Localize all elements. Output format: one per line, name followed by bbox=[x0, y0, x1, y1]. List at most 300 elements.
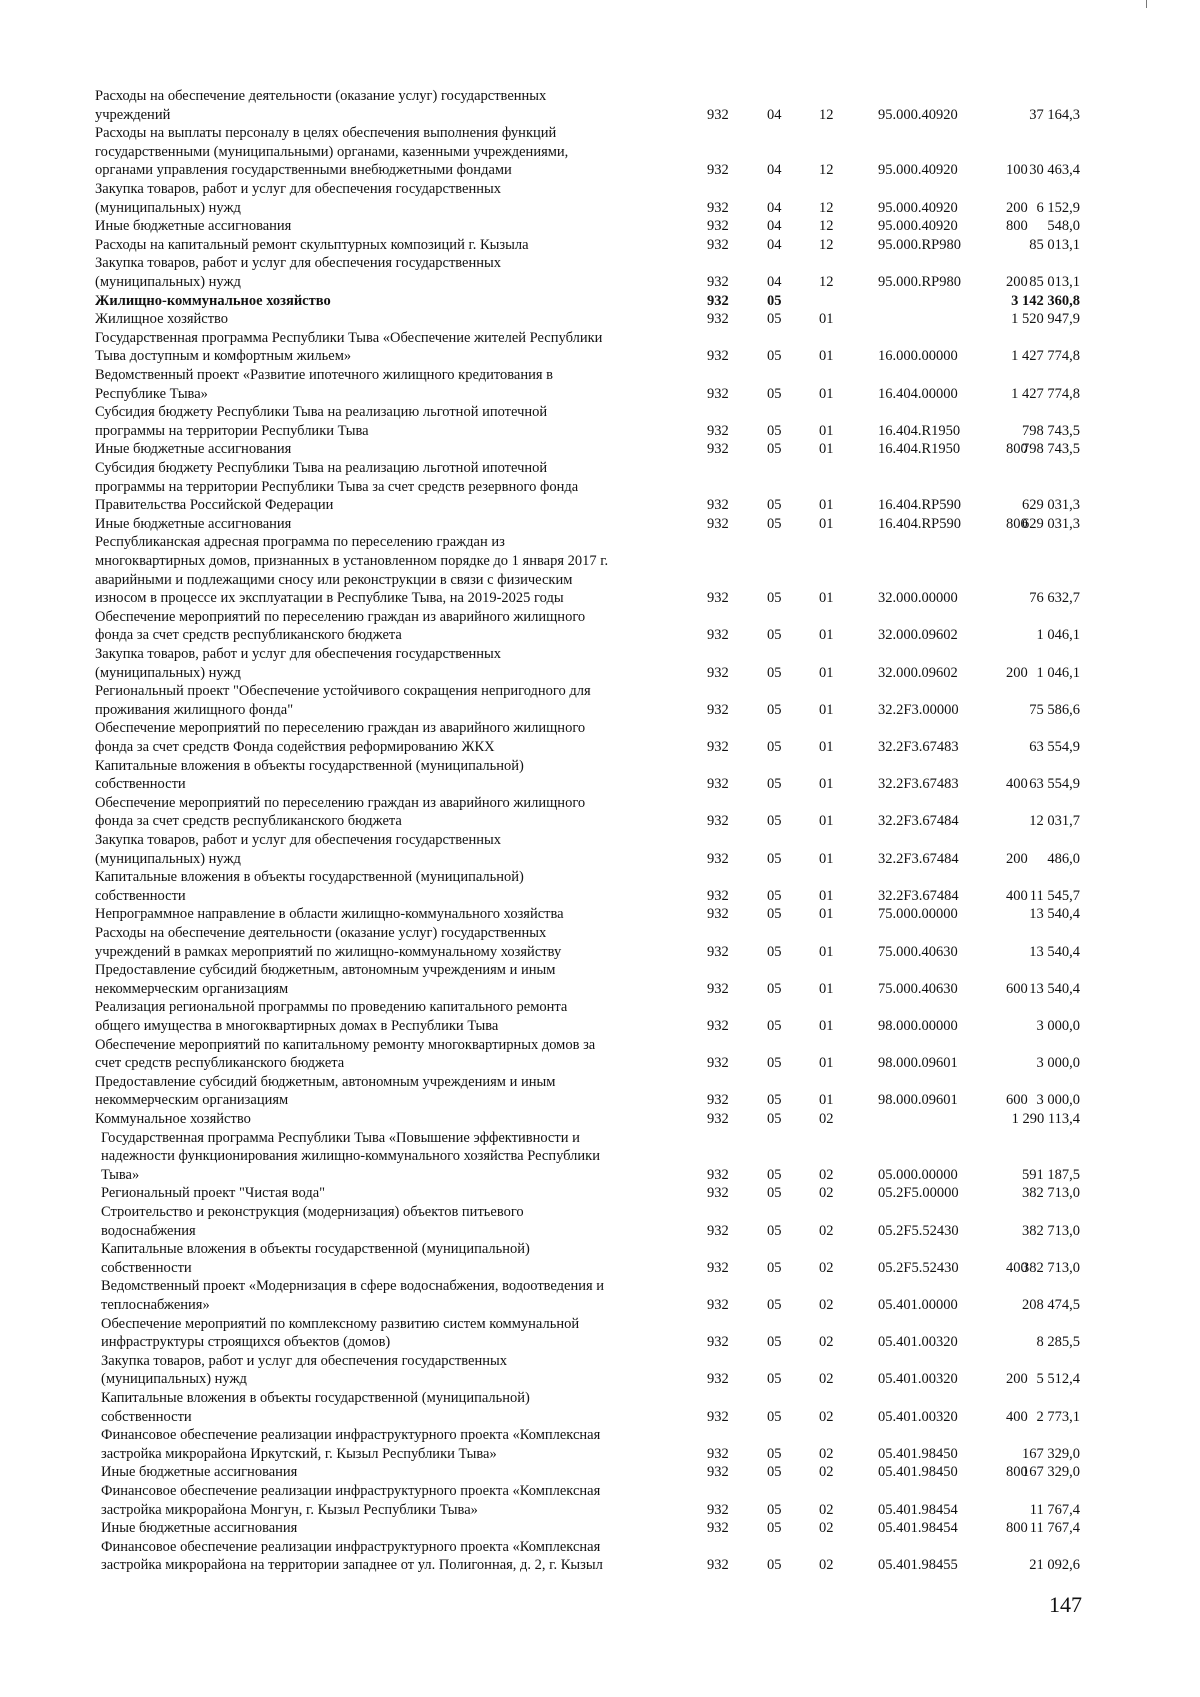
amount: 3 142 360,8 bbox=[1011, 292, 1080, 309]
row-name-line: проживания жилищного фонда" bbox=[95, 701, 294, 718]
table-row bbox=[0, 124, 1200, 180]
amount: 167 329,0 bbox=[1022, 1464, 1080, 1481]
section-code: 05 bbox=[767, 1557, 782, 1574]
section-code: 05 bbox=[767, 1259, 782, 1276]
section-code: 05 bbox=[767, 1166, 782, 1183]
admin-code: 932 bbox=[707, 1092, 729, 1109]
section-code: 05 bbox=[767, 348, 782, 365]
table-row bbox=[0, 1203, 1200, 1240]
subsection-code: 12 bbox=[819, 236, 834, 253]
row-name-line: Субсидия бюджету Республики Тыва на реализацию льготной ипотечной bbox=[95, 460, 548, 476]
subsection-code: 01 bbox=[819, 943, 834, 960]
table-row bbox=[0, 236, 1200, 255]
target-article-code: 75.000.00000 bbox=[878, 906, 958, 923]
target-article-code: 16.404.RP590 bbox=[878, 497, 961, 514]
admin-code: 932 bbox=[707, 664, 729, 681]
section-code: 05 bbox=[767, 441, 782, 458]
row-name-line: Жилищное хозяйство bbox=[95, 311, 229, 328]
amount: 3 000,0 bbox=[1036, 1017, 1080, 1034]
target-article-code: 32.2F3.67484 bbox=[878, 850, 959, 867]
subsection-code: 01 bbox=[819, 813, 834, 830]
amount: 76 632,7 bbox=[1029, 590, 1080, 607]
target-article-code: 05.2F5.00000 bbox=[878, 1185, 959, 1202]
table-row bbox=[0, 254, 1200, 291]
row-name-line: Правительства Российской Федерации bbox=[95, 497, 334, 514]
section-code: 05 bbox=[767, 738, 782, 755]
admin-code: 932 bbox=[707, 1501, 729, 1518]
amount: 5 512,4 bbox=[1036, 1371, 1080, 1388]
expense-type-code: 400 bbox=[1006, 887, 1028, 904]
subsection-code: 01 bbox=[819, 1055, 834, 1072]
row-name-line: Региональный проект "Обеспечение устойчивого сокращения непригодного для bbox=[95, 683, 591, 700]
amount: 6 152,9 bbox=[1036, 199, 1080, 216]
admin-code: 932 bbox=[707, 1166, 729, 1183]
section-code: 05 bbox=[767, 1408, 782, 1425]
page-number: 147 bbox=[1049, 1592, 1082, 1617]
subsection-code: 02 bbox=[819, 1222, 834, 1239]
row-name-line: Реализация региональной программы по проведению капитального ремонта bbox=[95, 999, 568, 1016]
row-name-line: Расходы на обеспечение деятельности (оказание услуг) государственных bbox=[95, 88, 547, 104]
table-row bbox=[0, 1538, 1200, 1575]
amount: 63 554,9 bbox=[1029, 738, 1080, 755]
subsection-code: 01 bbox=[819, 590, 834, 607]
amount: 548,0 bbox=[1047, 218, 1080, 235]
admin-code: 932 bbox=[707, 1408, 729, 1425]
admin-code: 932 bbox=[707, 980, 729, 997]
target-article-code: 05.401.00000 bbox=[878, 1296, 958, 1313]
amount: 629 031,3 bbox=[1022, 515, 1080, 532]
section-code: 05 bbox=[767, 813, 782, 830]
row-name-line: Обеспечение мероприятий по комплексному развитию систем коммунальной bbox=[101, 1315, 580, 1332]
table-row bbox=[0, 533, 1200, 607]
table-row bbox=[0, 1352, 1200, 1389]
section-code: 05 bbox=[767, 1092, 782, 1109]
table-row bbox=[0, 645, 1200, 682]
row-name-line: собственности bbox=[101, 1408, 192, 1425]
subsection-code: 02 bbox=[819, 1408, 834, 1425]
row-name-line: Государственная программа Республики Тыва «Обеспечение жителей Республики bbox=[95, 329, 603, 346]
table-row bbox=[0, 1277, 1200, 1314]
row-name-line: Иные бюджетные ассигнования bbox=[95, 515, 292, 532]
table-row bbox=[0, 1110, 1200, 1129]
admin-code: 932 bbox=[707, 1055, 729, 1072]
row-name-line: собственности bbox=[95, 887, 186, 904]
amount: 167 329,0 bbox=[1022, 1445, 1080, 1462]
subsection-code: 01 bbox=[819, 515, 834, 532]
target-article-code: 32.000.09602 bbox=[878, 627, 958, 644]
row-name-line: Предоставление субсидий бюджетным, автономным учреждениям и иным bbox=[95, 962, 556, 979]
row-name-line: Иные бюджетные ассигнования bbox=[101, 1464, 298, 1481]
admin-code: 932 bbox=[707, 627, 729, 644]
amount: 30 463,4 bbox=[1029, 162, 1080, 179]
amount: 12 031,7 bbox=[1029, 813, 1080, 830]
target-article-code: 32.000.09602 bbox=[878, 664, 958, 681]
row-name-line: Обеспечение мероприятий по переселению граждан из аварийного жилищного bbox=[95, 794, 586, 811]
target-article-code: 16.404.00000 bbox=[878, 385, 958, 402]
table-row bbox=[0, 608, 1200, 645]
target-article-code: 95.000.40920 bbox=[878, 106, 958, 123]
amount: 798 743,5 bbox=[1022, 441, 1080, 458]
subsection-code: 01 bbox=[819, 1092, 834, 1109]
section-code: 05 bbox=[767, 1222, 782, 1239]
row-name-line: (муниципальных) нужд bbox=[101, 1371, 247, 1388]
subsection-code: 01 bbox=[819, 906, 834, 923]
admin-code: 932 bbox=[707, 422, 729, 439]
section-code: 05 bbox=[767, 943, 782, 960]
row-name-line: аварийными и подлежащими сносу или реконструкции в связи с физическим bbox=[95, 571, 573, 588]
row-name-line: Обеспечение мероприятий по капитальному ремонту многоквартирных домов за bbox=[95, 1036, 596, 1053]
target-article-code: 05.401.98454 bbox=[878, 1501, 958, 1518]
amount: 382 713,0 bbox=[1022, 1259, 1080, 1276]
subsection-code: 02 bbox=[819, 1557, 834, 1574]
section-code: 05 bbox=[767, 497, 782, 514]
subsection-code: 01 bbox=[819, 627, 834, 644]
amount: 85 013,1 bbox=[1029, 236, 1080, 253]
table-row bbox=[0, 1315, 1200, 1352]
admin-code: 932 bbox=[707, 236, 729, 253]
target-article-code: 95.000.40920 bbox=[878, 218, 958, 235]
expense-type-code: 400 bbox=[1006, 1259, 1028, 1276]
row-name-line: Финансовое обеспечение реализации инфраструктурного проекта «Комплексная bbox=[101, 1538, 601, 1555]
admin-code: 932 bbox=[707, 906, 729, 923]
row-name-line: счет средств республиканского бюджета bbox=[95, 1055, 345, 1072]
expense-type-code: 800 bbox=[1006, 1464, 1028, 1481]
target-article-code: 16.404.R1950 bbox=[878, 441, 961, 458]
row-name-line: Коммунальное хозяйство bbox=[95, 1111, 251, 1127]
admin-code: 932 bbox=[707, 515, 729, 532]
row-name-line: фонда за счет средств республиканского бюджета bbox=[95, 813, 402, 830]
expense-type-code: 800 bbox=[1006, 441, 1028, 458]
subsection-code: 01 bbox=[819, 664, 834, 681]
table-row bbox=[0, 1519, 1200, 1538]
admin-code: 932 bbox=[707, 1222, 729, 1239]
row-name-line: органами управления государственными внебюджетными фондами bbox=[95, 162, 512, 179]
table-row bbox=[0, 757, 1200, 794]
row-name-line: инфраструктуры строящихся объектов (домов) bbox=[101, 1334, 391, 1351]
row-name-line: Закупка товаров, работ и услуг для обеспечения государственных bbox=[95, 832, 502, 848]
amount: 13 540,4 bbox=[1029, 980, 1080, 997]
row-name-line: износом в процессе их эксплуатации в Республике Тыва, на 2019-2025 годы bbox=[95, 590, 564, 607]
admin-code: 932 bbox=[707, 813, 729, 830]
row-name-line: Непрограммное направление в области жилищно-коммунального хозяйства bbox=[95, 906, 564, 923]
section-code: 05 bbox=[767, 850, 782, 867]
section-code: 04 bbox=[767, 273, 782, 290]
admin-code: 932 bbox=[707, 1017, 729, 1034]
section-code: 05 bbox=[767, 776, 782, 793]
subsection-code: 02 bbox=[819, 1501, 834, 1518]
table-row bbox=[0, 682, 1200, 719]
table-row bbox=[0, 180, 1200, 217]
table-row bbox=[0, 1240, 1200, 1277]
section-code: 05 bbox=[767, 701, 782, 718]
section-code: 05 bbox=[767, 887, 782, 904]
row-name-line: Иные бюджетные ассигнования bbox=[95, 441, 292, 458]
row-name-line: (муниципальных) нужд bbox=[95, 850, 241, 867]
row-name-line: Жилищно-коммунальное хозяйство bbox=[95, 292, 331, 309]
row-name-line: Тыва доступным и комфортным жильем» bbox=[95, 348, 352, 365]
row-name-line: водоснабжения bbox=[101, 1222, 196, 1239]
amount: 21 092,6 bbox=[1029, 1557, 1080, 1574]
table-row bbox=[0, 292, 1200, 311]
scan-edge-mark bbox=[1146, 0, 1147, 8]
expense-type-code: 200 bbox=[1006, 273, 1028, 290]
row-name-line: Закупка товаров, работ и услуг для обеспечения государственных bbox=[95, 181, 502, 197]
table-row bbox=[0, 87, 1200, 124]
table-row bbox=[0, 1463, 1200, 1482]
row-name-line: фонда за счет средств республиканского бюджета bbox=[95, 627, 402, 644]
subsection-code: 01 bbox=[819, 776, 834, 793]
target-article-code: 05.401.00320 bbox=[878, 1371, 958, 1388]
section-code: 05 bbox=[767, 1296, 782, 1313]
amount: 1 520 947,9 bbox=[1011, 311, 1080, 328]
table-row bbox=[0, 924, 1200, 961]
table-row bbox=[0, 459, 1200, 515]
section-code: 05 bbox=[767, 980, 782, 997]
target-article-code: 98.000.09601 bbox=[878, 1092, 958, 1109]
admin-code: 932 bbox=[707, 1259, 729, 1276]
subsection-code: 01 bbox=[819, 1017, 834, 1034]
row-name-line: Республике Тыва» bbox=[95, 385, 208, 402]
admin-code: 932 bbox=[707, 348, 729, 365]
subsection-code: 02 bbox=[819, 1371, 834, 1388]
section-code: 04 bbox=[767, 106, 782, 123]
target-article-code: 75.000.40630 bbox=[878, 980, 958, 997]
target-article-code: 16.404.RP590 bbox=[878, 515, 961, 532]
row-name-line: Обеспечение мероприятий по переселению граждан из аварийного жилищного bbox=[95, 720, 586, 737]
target-article-code: 32.2F3.67483 bbox=[878, 776, 959, 793]
target-article-code: 05.401.98455 bbox=[878, 1557, 958, 1574]
row-name-line: Тыва» bbox=[101, 1166, 140, 1183]
section-code: 05 bbox=[767, 627, 782, 644]
row-name-line: Закупка товаров, работ и услуг для обеспечения государственных bbox=[95, 646, 502, 662]
amount: 85 013,1 bbox=[1029, 273, 1080, 290]
row-name-line: собственности bbox=[95, 776, 186, 793]
amount: 798 743,5 bbox=[1022, 422, 1080, 439]
admin-code: 932 bbox=[707, 887, 729, 904]
table-row bbox=[0, 961, 1200, 998]
row-name-line: программы на территории Республики Тыва за счет средств резервного фонда bbox=[95, 478, 579, 495]
row-name-line: фонда за счет средств Фонда содействия реформированию ЖКХ bbox=[95, 738, 495, 755]
amount: 3 000,0 bbox=[1036, 1092, 1080, 1109]
subsection-code: 01 bbox=[819, 441, 834, 458]
subsection-code: 02 bbox=[819, 1296, 834, 1313]
section-code: 05 bbox=[767, 1017, 782, 1034]
table-row bbox=[0, 719, 1200, 756]
target-article-code: 32.2F3.00000 bbox=[878, 701, 959, 718]
subsection-code: 01 bbox=[819, 348, 834, 365]
amount: 37 164,3 bbox=[1029, 106, 1080, 123]
amount: 13 540,4 bbox=[1029, 906, 1080, 923]
section-code: 05 bbox=[767, 1464, 782, 1481]
row-name-line: Финансовое обеспечение реализации инфраструктурного проекта «Комплексная bbox=[101, 1427, 601, 1444]
target-article-code: 05.401.00320 bbox=[878, 1334, 958, 1351]
row-name-line: государственными (муниципальными) органами, казенными учреждениями, bbox=[95, 143, 569, 160]
expense-type-code: 600 bbox=[1006, 1092, 1028, 1109]
section-code: 05 bbox=[767, 906, 782, 923]
section-code: 05 bbox=[767, 590, 782, 607]
target-article-code: 05.401.98454 bbox=[878, 1520, 958, 1537]
amount: 486,0 bbox=[1047, 850, 1080, 867]
table-row bbox=[0, 1129, 1200, 1185]
expense-type-code: 200 bbox=[1006, 1371, 1028, 1388]
subsection-code: 02 bbox=[819, 1334, 834, 1351]
expense-type-code: 200 bbox=[1006, 664, 1028, 681]
row-name-line: Расходы на обеспечение деятельности (оказание услуг) государственных bbox=[95, 925, 547, 941]
amount: 11 767,4 bbox=[1029, 1520, 1080, 1537]
subsection-code: 01 bbox=[819, 422, 834, 439]
table-row bbox=[0, 515, 1200, 534]
row-name-line: Закупка товаров, работ и услуг для обеспечения государственных bbox=[95, 255, 502, 272]
table-row bbox=[0, 868, 1200, 905]
row-name-line: Капитальные вложения в объекты государственной (муниципальной) bbox=[101, 1390, 530, 1406]
subsection-code: 02 bbox=[819, 1185, 834, 1202]
admin-code: 932 bbox=[707, 218, 729, 235]
subsection-code: 01 bbox=[819, 887, 834, 904]
subsection-code: 12 bbox=[819, 106, 834, 123]
section-code: 05 bbox=[767, 385, 782, 402]
section-code: 04 bbox=[767, 162, 782, 179]
target-article-code: 05.2F5.52430 bbox=[878, 1259, 959, 1276]
target-article-code: 75.000.40630 bbox=[878, 943, 958, 960]
admin-code: 932 bbox=[707, 1557, 729, 1574]
row-name-line: Иные бюджетные ассигнования bbox=[101, 1520, 298, 1537]
amount: 11 767,4 bbox=[1029, 1501, 1080, 1518]
target-article-code: 05.000.00000 bbox=[878, 1166, 958, 1183]
row-name-line: Расходы на капитальный ремонт скульптурных композиций г. Кызыла bbox=[95, 236, 529, 253]
subsection-code: 02 bbox=[819, 1111, 834, 1127]
expense-type-code: 800 bbox=[1006, 1520, 1028, 1537]
amount: 2 773,1 bbox=[1036, 1408, 1080, 1425]
amount: 629 031,3 bbox=[1022, 497, 1080, 514]
row-name-line: Государственная программа Республики Тыва «Повышение эффективности и bbox=[101, 1129, 580, 1146]
row-name-line: учреждений в рамках мероприятий по жилищно-коммунальному хозяйству bbox=[95, 943, 562, 960]
admin-code: 932 bbox=[707, 776, 729, 793]
subsection-code: 02 bbox=[819, 1464, 834, 1481]
target-article-code: 95.000.RP980 bbox=[878, 273, 961, 290]
expense-type-code: 800 bbox=[1006, 218, 1028, 235]
row-name-line: застройка микрорайона Монгун, г. Кызыл Республики Тыва» bbox=[101, 1501, 478, 1518]
amount: 11 545,7 bbox=[1029, 887, 1080, 904]
row-name-line: Предоставление субсидий бюджетным, автономным учреждениям и иным bbox=[95, 1073, 556, 1090]
admin-code: 932 bbox=[707, 1334, 729, 1351]
target-article-code: 05.2F5.52430 bbox=[878, 1222, 959, 1239]
section-code: 05 bbox=[767, 1185, 782, 1202]
expense-type-code: 400 bbox=[1006, 776, 1028, 793]
row-name-line: Ведомственный проект «Модернизация в сфере водоснабжения, водоотведения и bbox=[101, 1278, 605, 1295]
section-code: 05 bbox=[767, 1111, 782, 1127]
subsection-code: 02 bbox=[819, 1520, 834, 1537]
target-article-code: 05.401.98450 bbox=[878, 1464, 958, 1481]
section-code: 05 bbox=[767, 422, 782, 439]
expense-type-code: 600 bbox=[1006, 980, 1028, 997]
table-row bbox=[0, 1482, 1200, 1519]
expense-type-code: 200 bbox=[1006, 850, 1028, 867]
table-row bbox=[0, 1036, 1200, 1073]
subsection-code: 01 bbox=[819, 850, 834, 867]
row-name-line: Финансовое обеспечение реализации инфраструктурного проекта «Комплексная bbox=[101, 1483, 601, 1499]
expense-type-code: 100 bbox=[1006, 162, 1028, 179]
subsection-code: 12 bbox=[819, 218, 834, 235]
row-name-line: Ведомственный проект «Развитие ипотечного жилищного кредитования в bbox=[95, 367, 553, 383]
row-name-line: застройка микрорайона на территории западнее от ул. Полигонная, д. 2, г. Кызыл bbox=[101, 1557, 603, 1574]
subsection-code: 01 bbox=[819, 980, 834, 997]
row-name-line: надежности функционирования жилищно-коммунального хозяйства Республики bbox=[101, 1148, 600, 1165]
target-article-code: 98.000.09601 bbox=[878, 1055, 958, 1072]
admin-code: 932 bbox=[707, 273, 729, 290]
table-row bbox=[0, 310, 1200, 329]
row-name-line: (муниципальных) нужд bbox=[95, 273, 241, 290]
row-name-line: застройка микрорайона Иркутский, г. Кызыл Республики Тыва» bbox=[101, 1445, 497, 1462]
expense-type-code: 400 bbox=[1006, 1408, 1028, 1425]
table-row bbox=[0, 1073, 1200, 1110]
row-name-line: Строительство и реконструкция (модернизация) объектов питьевого bbox=[101, 1204, 524, 1220]
amount: 1 046,1 bbox=[1036, 664, 1080, 681]
target-article-code: 95.000.RP980 bbox=[878, 236, 961, 253]
section-code: 04 bbox=[767, 199, 782, 216]
row-name-line: Капитальные вложения в объекты государственной (муниципальной) bbox=[101, 1241, 530, 1258]
subsection-code: 01 bbox=[819, 497, 834, 514]
table-row bbox=[0, 831, 1200, 868]
row-name-line: Капитальные вложения в объекты государственной (муниципальной) bbox=[95, 869, 524, 886]
subsection-code: 02 bbox=[819, 1259, 834, 1276]
admin-code: 932 bbox=[707, 1464, 729, 1481]
row-name-line: собственности bbox=[101, 1259, 192, 1276]
subsection-code: 01 bbox=[819, 311, 834, 328]
section-code: 05 bbox=[767, 1501, 782, 1518]
target-article-code: 32.2F3.67484 bbox=[878, 887, 959, 904]
subsection-code: 01 bbox=[819, 385, 834, 402]
table-row bbox=[0, 403, 1200, 440]
row-name-line: многоквартирных домов, признанных в установленном порядке до 1 января 2017 г. bbox=[95, 552, 609, 569]
admin-code: 932 bbox=[707, 1185, 729, 1202]
admin-code: 932 bbox=[707, 738, 729, 755]
amount: 3 000,0 bbox=[1036, 1055, 1080, 1072]
admin-code: 932 bbox=[707, 292, 729, 309]
amount: 63 554,9 bbox=[1029, 776, 1080, 793]
target-article-code: 95.000.40920 bbox=[878, 199, 958, 216]
row-name-line: некоммерческим организациям bbox=[95, 980, 289, 997]
row-name-line: некоммерческим организациям bbox=[95, 1092, 289, 1109]
row-name-line: Региональный проект "Чистая вода" bbox=[101, 1185, 326, 1202]
admin-code: 932 bbox=[707, 590, 729, 607]
table-row bbox=[0, 329, 1200, 366]
row-name-line: Расходы на выплаты персоналу в целях обеспечения выполнения функций bbox=[95, 125, 557, 142]
section-code: 05 bbox=[767, 1055, 782, 1072]
target-article-code: 95.000.40920 bbox=[878, 162, 958, 179]
section-code: 05 bbox=[767, 515, 782, 532]
amount: 1 046,1 bbox=[1036, 627, 1080, 644]
subsection-code: 01 bbox=[819, 738, 834, 755]
amount: 382 713,0 bbox=[1022, 1185, 1080, 1202]
admin-code: 932 bbox=[707, 162, 729, 179]
amount: 1 427 774,8 bbox=[1011, 348, 1080, 365]
target-article-code: 16.404.R1950 bbox=[878, 422, 961, 439]
subsection-code: 12 bbox=[819, 199, 834, 216]
amount: 8 285,5 bbox=[1036, 1334, 1080, 1351]
expense-type-code: 200 bbox=[1006, 199, 1028, 216]
row-name-line: общего имущества в многоквартирных домах в Республики Тыва bbox=[95, 1017, 499, 1034]
amount: 75 586,6 bbox=[1029, 701, 1080, 718]
table-row bbox=[0, 1389, 1200, 1426]
section-code: 05 bbox=[767, 664, 782, 681]
section-code: 04 bbox=[767, 236, 782, 253]
row-name-line: учреждений bbox=[95, 106, 171, 123]
amount: 382 713,0 bbox=[1022, 1222, 1080, 1239]
admin-code: 932 bbox=[707, 106, 729, 123]
row-name-line: теплоснабжения» bbox=[101, 1296, 210, 1313]
subsection-code: 12 bbox=[819, 162, 834, 179]
target-article-code: 16.000.00000 bbox=[878, 348, 958, 365]
